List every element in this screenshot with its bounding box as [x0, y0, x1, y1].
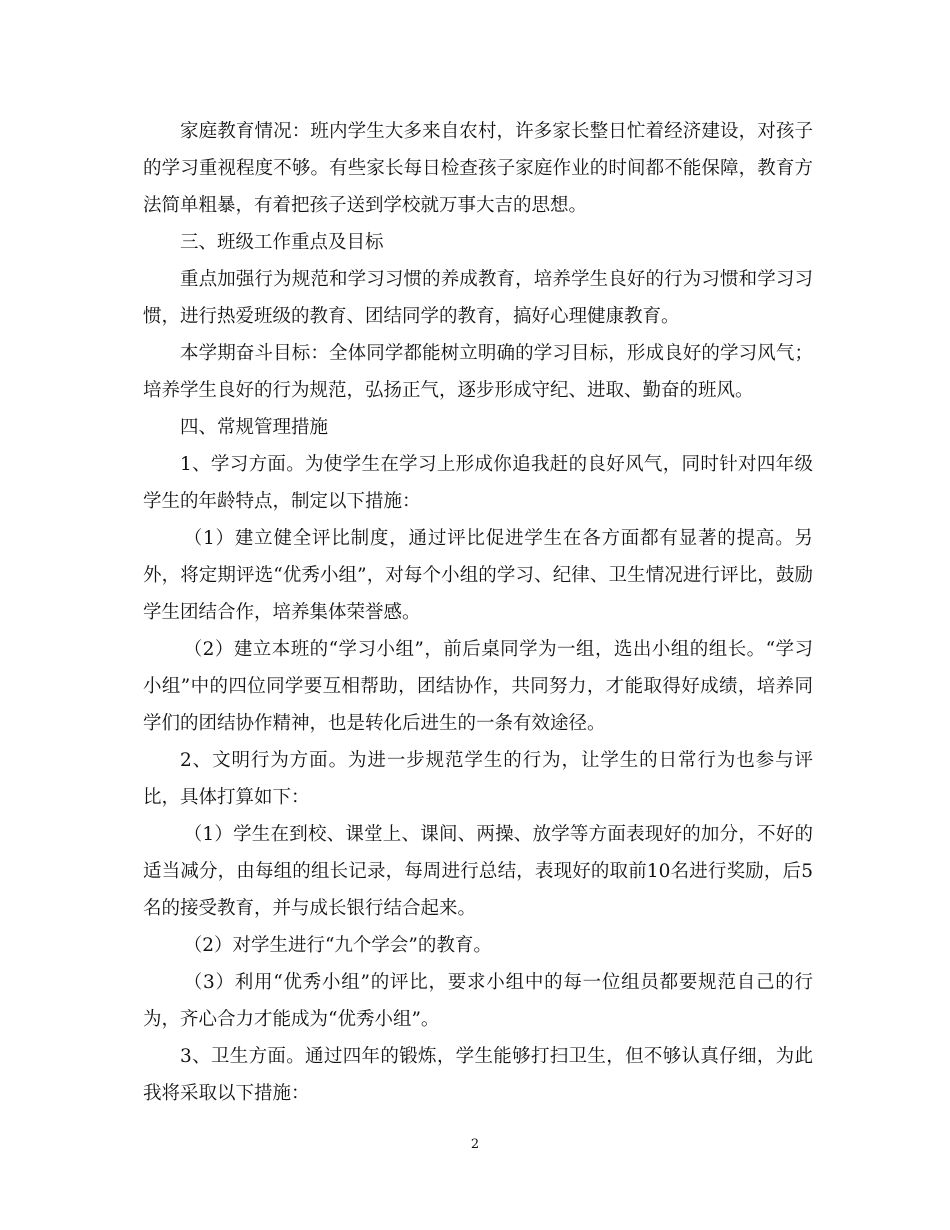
heading-routine-measures: 四、常规管理措施: [180, 417, 329, 438]
heading-class-work-focus: 三、班级工作重点及目标: [180, 232, 384, 253]
paragraph-family-education: 家庭教育情况：班内学生大多来自农村，许多家长整日忙着经济建设，对孩子的学习重视程度不够。有些家长每日检查孩子家庭作业的时间都不能保障，教育方法简单粗暴，有着把孩子送到学校就万事大吉的思想。: [143, 121, 813, 216]
document-body: [143, 113, 813, 1112]
paragraph-study-item-1: （1）建立健全评比制度，通过评比促进学生在各方面都有显著的提高。另外，将定期评选“优秀小组”，对每个小组的学习、纪律、卫生情况进行评比，鼓励学生团结合作，培养集体荣誉感。: [143, 528, 813, 623]
paragraph-study-aspect: 1、学习方面。为使学生在学习上形成你追我赶的良好风气，同时针对四年级学生的年龄特点，制定以下措施：: [143, 454, 813, 512]
paragraph-behavior-item-1: （1）学生在到校、课堂上、课间、两操、放学等方面表现好的加分，不好的适当减分，由每组的组长记录，每周进行总结，表现好的取前10名进行奖励，后5名的接受教育，并与成长银行结合起来。: [143, 824, 813, 919]
page-number: 2: [470, 1137, 480, 1152]
paragraph-focus: 重点加强行为规范和学习习惯的养成教育，培养学生良好的行为习惯和学习习惯，进行热爱班级的教育、团结同学的教育，搞好心理健康教育。: [143, 269, 813, 327]
paragraph-behavior-item-3: （3）利用“优秀小组”的评比，要求小组中的每一位组员都要规范自己的行为，齐心合力才能成为“优秀小组”。: [143, 972, 813, 1030]
paragraph-behavior-aspect: 2、文明行为方面。为进一步规范学生的行为，让学生的日常行为也参与评比，具体打算如下：: [143, 750, 813, 808]
paragraph-study-item-2: （2）建立本班的“学习小组”，前后桌同学为一组，选出小组的组长。“学习小组”中的四位同学要互相帮助，团结协作，共同努力，才能取得好成绩，培养同学们的团结协作精神，也是转化后进生的一条有效途径。: [143, 639, 813, 734]
paragraph-hygiene-aspect: 3、卫生方面。通过四年的锻炼，学生能够打扫卫生，但不够认真仔细，为此我将采取以下措施：: [143, 1046, 813, 1104]
paragraph-behavior-item-2: （2）对学生进行“九个学会”的教育。: [183, 935, 492, 956]
paragraph-semester-goal: 本学期奋斗目标：全体同学都能树立明确的学习目标，形成良好的学习风气；培养学生良好的行为规范，弘扬正气，逐步形成守纪、进取、勤奋的班风。: [143, 343, 813, 401]
